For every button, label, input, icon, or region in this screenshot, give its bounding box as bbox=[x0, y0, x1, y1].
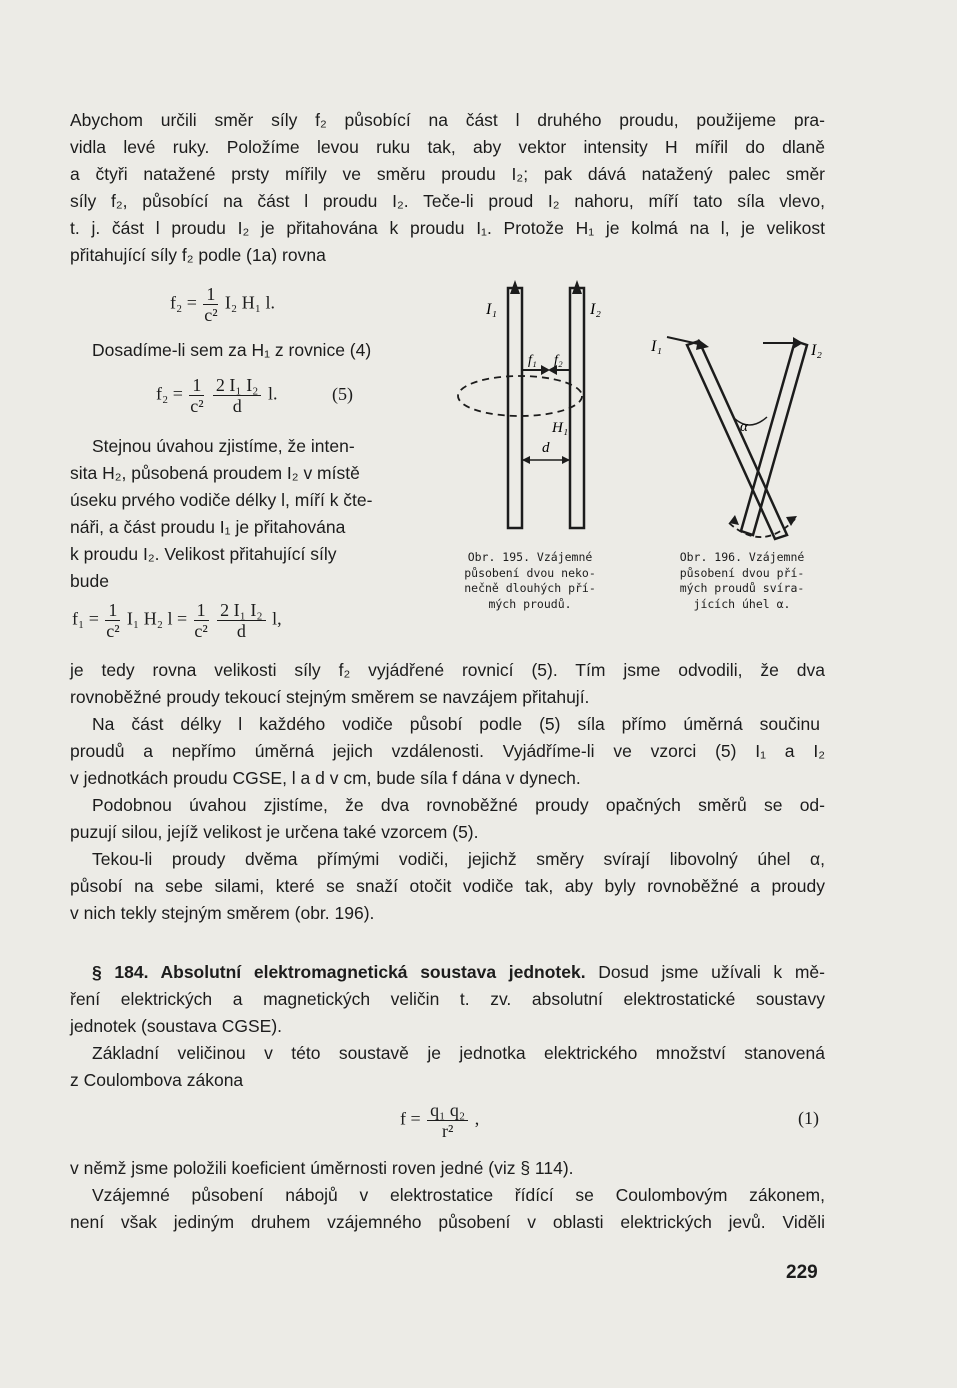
eq-lhs: f₁ = bbox=[72, 608, 99, 629]
equation-label: (1) bbox=[798, 1108, 819, 1128]
page-number: 229 bbox=[786, 1262, 818, 1283]
arrow-icon bbox=[696, 339, 709, 350]
fraction-numerator: 1 bbox=[105, 600, 120, 621]
eq-rest: I₂ H₁ l. bbox=[224, 292, 275, 313]
section-heading: § 184. Absolutní elektromagnetická soustava jednotek. bbox=[92, 962, 586, 982]
text-line: Základní veličinou v této soustavě je jednotka elektrického množství stanovená bbox=[92, 1043, 825, 1063]
text-line: přitahující síly f₂ podle (1a) rovna bbox=[70, 245, 326, 265]
fraction-denominator: r² bbox=[441, 1121, 454, 1141]
fraction-denominator: c² bbox=[204, 305, 218, 325]
fraction-numerator: 2 I₁ I₂ bbox=[213, 375, 262, 396]
eq-rest: l. bbox=[267, 383, 278, 404]
fraction-denominator: d bbox=[236, 621, 246, 641]
eq-mid: I₁ H₂ l = bbox=[126, 608, 188, 629]
text-line: je tedy rovna velikosti síly f₂ vyjádřené rovnicí (5). Tím jsme odvodili, že dva bbox=[70, 660, 825, 680]
conductor-1 bbox=[508, 288, 522, 528]
fraction bbox=[217, 600, 266, 641]
label-d: d bbox=[542, 440, 550, 456]
fraction bbox=[105, 600, 120, 641]
fraction-denominator: c² bbox=[106, 621, 120, 641]
fraction bbox=[189, 375, 204, 416]
text-line: Dosadíme-li sem za H₁ z rovnice (4) bbox=[92, 340, 372, 360]
text-line: a čtyři natažené prsty mířily ve směru proudu I₂; pak dává natažený palec směr bbox=[70, 164, 825, 184]
text-line: rovnoběžné proudy tekoucí stejným směrem se navzájem přitahují. bbox=[70, 687, 590, 707]
text-line: náři, a část proudu I₁ je přitahována bbox=[70, 517, 346, 537]
text-line: bude bbox=[70, 571, 109, 591]
eq-rest: l, bbox=[272, 608, 282, 629]
text-line: Podobnou úvahou zjistíme, že dva rovnoběžné proudy opačných směrů se od- bbox=[92, 795, 825, 815]
figure-196-caption: Obr. 196. Vzájemné působení dvou pří- mých proudů svíra- jících úhel α. bbox=[679, 550, 805, 611]
text-line: úseku prvého vodiče délky l, míří k čte- bbox=[70, 490, 373, 510]
label-i1: I₁ bbox=[651, 338, 662, 355]
figure-195-diagram bbox=[420, 268, 620, 548]
text-line: v nich tekly stejným směrem (obr. 196). bbox=[70, 903, 375, 923]
text-line: Abychom určili směr síly f₂ působící na část l druhého proudu, použijeme pra- bbox=[70, 110, 825, 130]
text-line: působí na sebe silami, které se snaží otočit vodiče tak, aby byly rovnoběžné a proudy bbox=[70, 876, 825, 896]
fraction-denominator: c² bbox=[194, 621, 208, 641]
arrow-icon bbox=[793, 337, 803, 349]
fraction-numerator: 1 bbox=[189, 375, 204, 396]
fraction-denominator: c² bbox=[190, 396, 204, 416]
arrow-icon bbox=[786, 516, 797, 526]
text-line: jednotek (soustava CGSE). bbox=[70, 1016, 283, 1036]
fraction-denominator: d bbox=[232, 396, 242, 416]
text-line: vidla levé ruky. Položíme levou ruku tak, aby vektor intensity H mířil do dlaně bbox=[70, 137, 825, 157]
fraction-numerator: 1 bbox=[203, 284, 218, 305]
eq-lhs: f₂ = bbox=[156, 383, 183, 404]
equation-f2-simple bbox=[170, 284, 275, 325]
text-line: ření elektrických a magnetických veličin t. zv. absolutní elektrostatické soustavy bbox=[70, 989, 825, 1009]
conductor-1 bbox=[687, 341, 787, 539]
fraction bbox=[203, 284, 218, 325]
conductor-2 bbox=[570, 288, 584, 528]
text-line: Na část délky l každého vodiče působí podle (5) síla přímo úměrná součinu bbox=[92, 714, 820, 734]
text-line: není však jediným druhem vzájemného působení v oblasti elektrických jevů. Viděli bbox=[70, 1212, 825, 1232]
label-i2: I₂ bbox=[590, 301, 601, 318]
label-f2: f₂ bbox=[554, 353, 563, 368]
label-i1: I₁ bbox=[486, 301, 497, 318]
text-line: k proudu I₂. Velikost přitahující síly bbox=[70, 544, 337, 564]
equation-5 bbox=[156, 375, 353, 416]
text-line: v jednotkách proudu CGSE, l a d v cm, bude síla f dána v dynech. bbox=[70, 768, 581, 788]
section-heading-rest: Dosud jsme užívali k mě- bbox=[598, 962, 825, 982]
fraction-numerator: 1 bbox=[194, 600, 209, 621]
label-f1: f₁ bbox=[528, 353, 537, 368]
eq-lhs: f = bbox=[400, 1108, 421, 1129]
text-line: Stejnou úvahou zjistíme, že inten- bbox=[92, 436, 355, 456]
text-line: t. j. část l proudu I₂ je přitahována k proudu I₁. Protože H₁ je kolmá na l, je velikost bbox=[70, 218, 825, 238]
text-line: proudů a nepřímo úměrná jejich vzdálenosti. Vyjádříme-li ve vzorci (5) I₁ a I₂ bbox=[70, 741, 825, 761]
label-h1: H₁ bbox=[552, 420, 569, 436]
figure-195-caption: Obr. 195. Vzájemné působení dvou neko- nečně dlouhých pří- mých proudů. bbox=[464, 550, 596, 611]
label-i2: I₂ bbox=[811, 342, 822, 359]
text-line: Tekou-li proudy dvěma přímými vodiči, jejichž směry svírají libovolný úhel α, bbox=[92, 849, 825, 869]
angle-arc bbox=[733, 417, 767, 425]
text-line: v němž jsme položili koeficient úměrnosti roven jedné (viz § 114). bbox=[70, 1158, 574, 1178]
label-alpha: α bbox=[740, 419, 748, 435]
text-line: puzují silou, jejíž velikost je určena také vzorcem (5). bbox=[70, 822, 479, 842]
figure-196-diagram bbox=[645, 325, 830, 550]
text-line: sita H₂, působená proudem I₂ v místě bbox=[70, 463, 360, 483]
fraction-numerator: 2 I₁ I₂ bbox=[217, 600, 266, 621]
equation-f1 bbox=[72, 600, 282, 641]
equation-1 bbox=[400, 1100, 479, 1141]
fraction-numerator: q₁ q₂ bbox=[427, 1100, 468, 1121]
text-line: Vzájemné působení nábojů v elektrostatice řídící se Coulombovým zákonem, bbox=[92, 1185, 825, 1205]
section-heading-line bbox=[92, 959, 825, 985]
text-line: z Coulombova zákona bbox=[70, 1070, 244, 1090]
text-line: síly f₂, působící na část l proudu I₂. Teče-li proud I₂ nahoru, míří tato síla vlevo, bbox=[70, 191, 825, 211]
eq-rest: , bbox=[474, 1108, 480, 1129]
eq-lhs: f₂ = bbox=[170, 292, 197, 313]
field-line bbox=[458, 376, 582, 416]
fraction bbox=[427, 1100, 468, 1141]
fraction bbox=[213, 375, 262, 416]
fraction bbox=[194, 600, 209, 641]
equation-label: (5) bbox=[331, 383, 353, 404]
